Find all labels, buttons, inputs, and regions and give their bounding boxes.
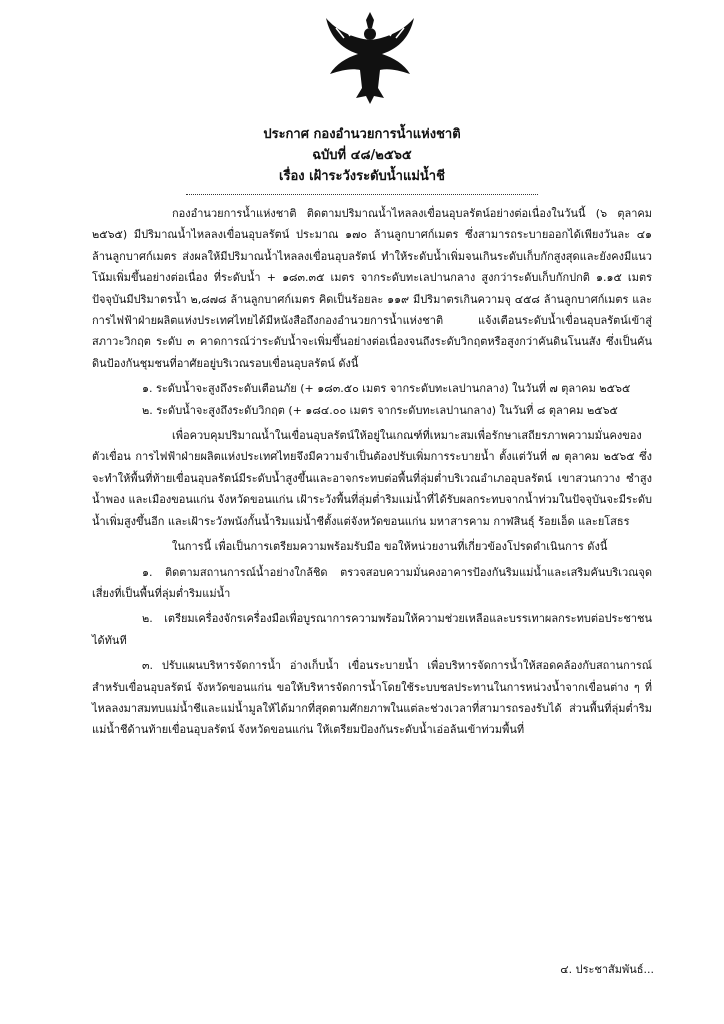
subject-title: เรื่อง เฝ้าระวังระดับน้ำแม่น้ำชี [279,169,445,184]
forecast-item-1: ๑. ระดับน้ำจะสูงถึงระดับเตือนภัย (+ ๑๘๓.๕๐ เมตร จากระดับทะเลปานกลาง) ในวันที่ ๗ ตุลาคม ๒๕๖๕ [142,382,631,396]
continued-note: ๔. ประชาสัมพันธ์... [560,963,654,976]
paragraph-situation: กองอำนวยการน้ำแห่งชาติ ติดตามปริมาณน้ำไหลลงเขื่อนอุบลรัตน์อย่างต่อเนื่องในวันนี้ (๖ ตุลาคม ๒๕๖๕) มีปริมาณน้ำไหลลงเขื่อนอุบลรัตน์ ประมาณ ๑๗๐ ล้านลูกบาศก์เมตร ซึ่งสามารถระบายออกได้เพียงวันละ ๔๑ ล้านลูกบาศก์เมตร ส่งผลให้มีปริมาณน้ำไหลลงเขื่อนอุบลรัตน์ ทำให้ระดับน้ำเพิ่มจนเกินระดับเก็บกักสูงสุดและยังคงมีแนวโน้มเพิ่มขึ้นอย่างต่อเนื่อง ที่ระดับน้ำ + ๑๘๓.๓๕ เมตร จากระดับทะเลปานกลาง สูงกว่าระดับเก็บกักปกติ ๑.๑๕ เมตร ปัจจุบันมีปริมาตรน้ำ ๒,๘๗๘ ล้านลูกบาศก์เมตร คิดเป็นร้อยละ ๑๑๙ มีปริมาตรเกินความจุ ๔๕๘ ล้านลูกบาศก์เมตร และการไฟฟ้าฝ่ายผลิตแห่งประเทศไทยได้มีหนังสือถึงกองอำนวยการน้ำแห่งชาติ แจ้งเตือนระดับน้ำเขื่อนอุบลรัตน์เข้าสู่สภาวะวิกฤต ระดับ ๓ คาดการณ์ว่าระดับน้ำจะเพิ่มขึ้นอย่างต่อเนื่องจนถึงระดับวิกฤตหรือสูงกว่าคันดินโนนสัง ซึ่งเป็นคันดินป้องกันชุมชนที่อาศัยอยู่บริเวณรอบเขื่อนอุบลรัตน์ ดังนี้ [92,207,652,370]
action-item-3: ๓. ปรับแผนบริหารจัดการน้ำ อ่างเก็บน้ำ เขื่อนระบายน้ำ เพื่อบริหารจัดการน้ำให้สอดคล้องกับสถานการณ์ สำหรับเขื่อนอุบลรัตน์ จังหวัดขอนแก่น ขอให้บริหารจัดการน้ำโดยใช้ระบบชลประทานในการหน่วงน้ำจากเขื่อนต่าง ๆ ที่ไหลลงมาสมทบแม่น้ำชีและแม่น้ำมูลให้ได้มากที่สุดตามศักยภาพในแต่ละช่วงเวลาที่สามารถรองรับได้ ส่วนพื้นที่ลุ่มต่ำริมแม่น้ำชีด้านท้ายเขื่อนอุบลรัตน์ จังหวัดขอนแก่น ให้เตรียมป้องกันระดับน้ำเอ่อล้นเข้าท่วมพื้นที่ [92,659,652,737]
divider [186,194,538,195]
paragraph-request: ในการนี้ เพื่อเป็นการเตรียมความพร้อมรับมือ ขอให้หน่วยงานที่เกี่ยวข้องโปรดดำเนินการ ดังนี้ [172,540,608,554]
garuda-emblem-icon [322,8,418,108]
forecast-item-2: ๒. ระดับน้ำจะสูงถึงระดับวิกฤต (+ ๑๘๔.๐๐ เมตร จากระดับทะเลปานกลาง) ในวันที่ ๘ ตุลาคม ๒๕๖๕ [142,403,618,417]
announcement-header [0,124,724,187]
action-item-1: ๑. ติดตามสถานการณ์น้ำอย่างใกล้ชิด ตรวจสอบความมั่นคงอาคารป้องกันริมแม่น้ำและเสริมคันบริเวณจุดเสี่ยงที่เป็นพื้นที่ลุ่มต่ำริมแม่น้ำ [92,565,652,600]
paragraph-discharge: เพื่อควบคุมปริมาณน้ำในเขื่อนอุบลรัตน์ให้อยู่ในเกณฑ์ที่เหมาะสมเพื่อรักษาเสถียรภาพความมั่นคงของตัวเขื่อน การไฟฟ้าฝ่ายผลิตแห่งประเทศไทยจึงมีความจำเป็นต้องปรับเพิ่มการระบายน้ำ ตั้งแต่วันที่ ๗ ตุลาคม ๒๕๖๕ ซึ่งจะทำให้พื้นที่ท้ายเขื่อนอุบลรัตน์มีระดับน้ำสูงขึ้นและอาจกระทบต่อพื้นที่ลุ่มต่ำบริเวณอำเภออุบลรัตน์ เขาสวนกวาง ซำสูง น้ำพอง และเมืองขอนแก่น จังหวัดขอนแก่น เฝ้าระวังพื้นที่ลุ่มต่ำริมแม่น้ำที่ได้รับผลกระทบจากน้ำท่วมในปัจจุบันจะมีระดับน้ำเพิ่มสูงขึ้นอีก และเฝ้าระวังพนังกั้นน้ำริมแม่น้ำชีตั้งแต่จังหวัดขอนแก่น มหาสารคาม กาฬสินธุ์ ร้อยเอ็ด และยโสธร [92,429,652,528]
announcement-body [92,203,652,745]
action-item-2: ๒. เตรียมเครื่องจักรเครื่องมือเพื่อบูรณาการความพร้อมให้ความช่วยเหลือและบรรเทาผลกระทบต่อประชาชนได้ทันที [92,612,652,647]
issue-number: ฉบับที่ ๔๘/๒๕๖๕ [312,148,412,163]
issuer-title: ประกาศ กองอำนวยการน้ำแห่งชาติ [263,127,461,142]
